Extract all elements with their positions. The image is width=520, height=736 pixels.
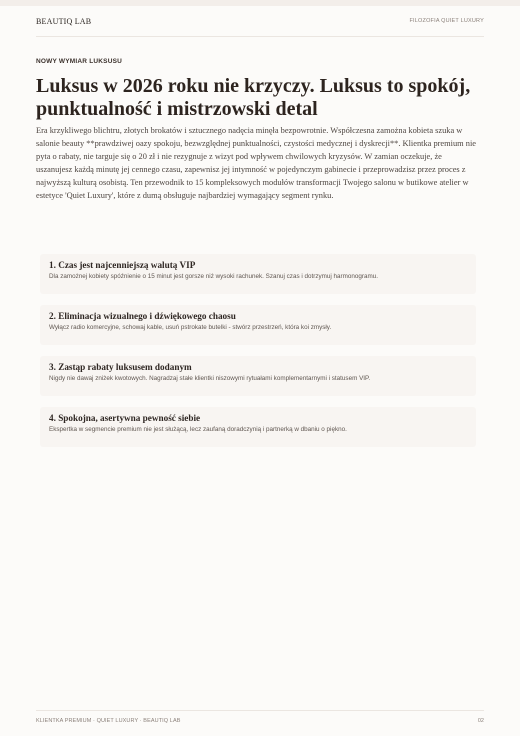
principle-card-chaos	[40, 305, 476, 345]
page-number: 02	[477, 718, 484, 724]
principle-card-confidence	[40, 407, 476, 447]
principle-card-text: Wyłącz radio komercyjne, schowaj kable, usuń pstrokate butelki - stwórz przestrzeń, która koi zmysły.	[49, 324, 332, 331]
principle-card-time	[40, 254, 476, 294]
page-header	[36, 16, 484, 37]
principle-card-title: 4. Spokojna, asertywna pewność siebie	[49, 413, 201, 423]
article-title: Luksus w 2026 roku nie krzyczy. Luksus to spokój, punktualność i mistrzowski detal	[36, 75, 471, 120]
page-footer	[36, 710, 484, 725]
footer-text: KLIENTKA PREMIUM · QUIET LUXURY · BEAUTIQ LAB	[36, 718, 181, 724]
principle-card-title: 3. Zastąp rabaty luksusem dodanym	[49, 362, 192, 372]
document-page	[0, 6, 520, 736]
article-intro: Era krzykliwego blichtru, złotych brokatów i sztucznego nadęcia minęła bezpowrotnie. Współczesna zamożna kobieta szuka w salonie beauty **prawdziwej oazy spokoju, bezwzględnej punktualności, czystości medycznej i dyskrecji**. Klientka premium nie pyta o rabaty, nie targuje się o 20 zł i nie rezygnuje z wizyt pod wpływem chwilowych kryzysów. W zamian oczekuje, że uszanujesz każdą minutę jej cennego czasu, zapewnisz jej intymność w pojedynczym gabinecie i przeprowadzisz przez proces z najwyższą kulturą osobistą. Ten przewodnik to 15 kompleksowych modułów transformacji Twojego salonu w butikowe atelier w estetyce 'Quiet Luxury', które z dumą obsługuje najbardziej wymagający segment rynku.	[36, 126, 477, 200]
principle-card-discounts	[40, 356, 476, 396]
principle-card-title: 2. Eliminacja wizualnego i dźwiękowego chaosu	[49, 311, 236, 321]
principle-card-text: Nigdy nie dawaj zniżek kwotowych. Nagradzaj stałe klientki niszowymi rytuałami komplementarnymi i statusem VIP.	[49, 375, 371, 382]
principle-card-text: Dla zamożnej kobiety spóźnienie o 15 minut jest gorsze niż wysoki rachunek. Szanuj czas i dotrzymuj harmonogramu.	[49, 273, 378, 280]
section-tag: FILOZOFIA QUIET LUXURY	[409, 18, 484, 24]
brand-name: BEAUTIQ LAB	[36, 17, 92, 26]
principle-card-title: 1. Czas jest najcenniejszą walutą VIP	[49, 260, 196, 270]
article-eyebrow: NOWY WYMIAR LUKSUSU	[36, 58, 123, 65]
principle-card-text: Ekspertka w segmencie premium nie jest służącą, lecz zaufaną doradczynią i partnerką w dbaniu o piękno.	[49, 426, 347, 433]
